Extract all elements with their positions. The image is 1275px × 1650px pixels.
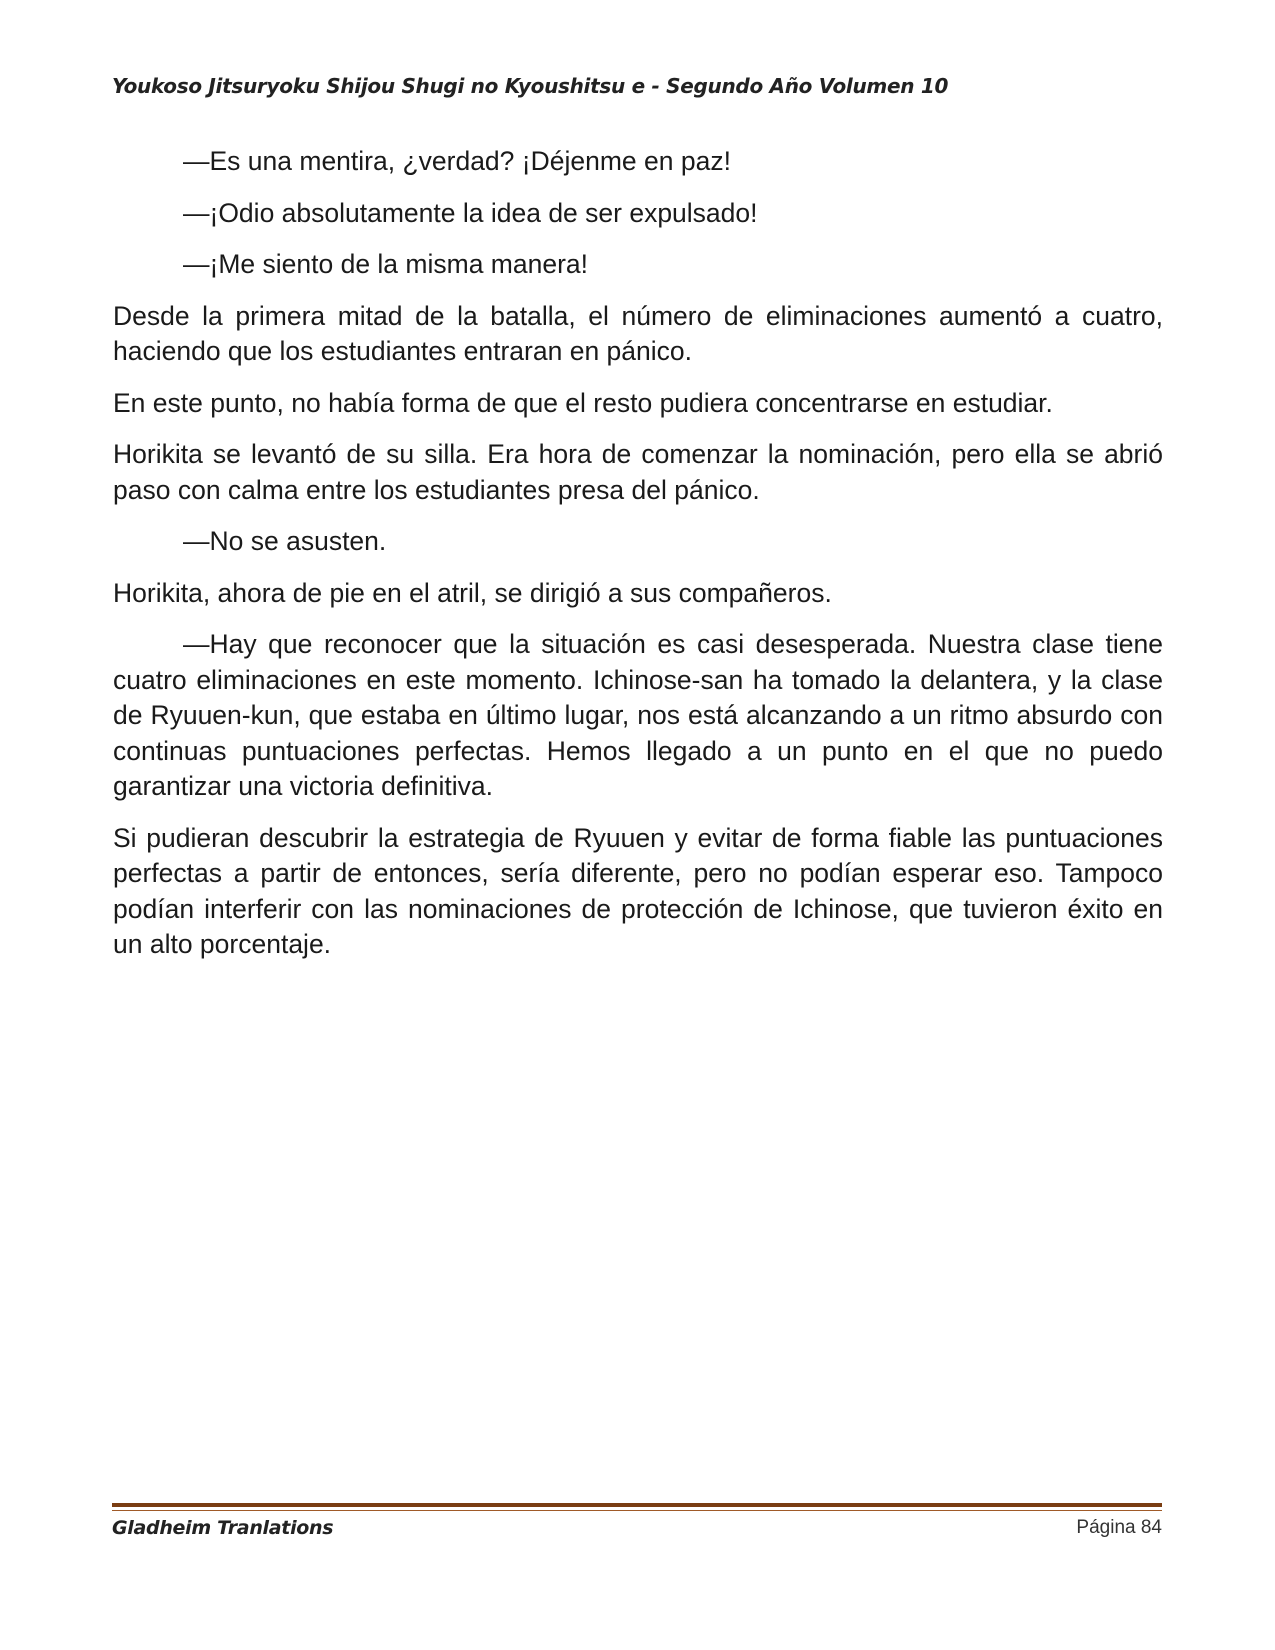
narration-paragraph: Desde la primera mitad de la batalla, el número de eliminaciones aumentó a cuatro, haciendo que los estudiantes entraran en pánico. — [113, 300, 1163, 366]
narration-paragraph: En este punto, no había forma de que el resto pudiera concentrarse en estudiar. — [113, 387, 1053, 418]
narration-paragraph: Horikita, ahora de pie en el atril, se dirigió a sus compañeros. — [113, 577, 832, 608]
dialogue-line: —¡Odio absolutamente la idea de ser expulsado! — [183, 197, 758, 228]
footer-credit: Gladheim Tranlations — [112, 1517, 334, 1539]
dialogue-line: —Es una mentira, ¿verdad? ¡Déjenme en paz! — [183, 146, 731, 176]
dialogue-line: —¡Me siento de la misma manera! — [183, 249, 589, 279]
page-number: Página 84 — [1076, 1517, 1162, 1538]
dialogue-line: —No se asusten. — [183, 526, 387, 556]
narration-paragraph: Horikita se levantó de su silla. Era hora de comenzar la nominación, pero ella se abrió paso con calma entre los estudiantes presa del pánico. — [113, 439, 1163, 505]
document-body — [113, 144, 1163, 979]
dialogue-paragraph: —Hay que reconocer que la situación es casi desesperada. Nuestra clase tiene cuatro eliminaciones en este momento. Ichinose-san ha tomado la delantera, y la clase de Ryuuen-kun, que estaba en último lugar, nos está alcanzando a un ritmo absurdo con continuas puntuaciones perfectas. Hemos llegado a un punto en el que no puedo garantizar una victoria definitiva. — [113, 629, 1163, 801]
page-header-title: Youkoso Jitsuryoku Shijou Shugi no Kyoushitsu e - Segundo Año Volumen 10 — [112, 74, 949, 98]
footer-rule — [112, 1503, 1162, 1507]
narration-paragraph: Si pudieran descubrir la estrategia de Ryuuen y evitar de forma fiable las puntuaciones perfectas a partir de entonces, sería diferente, pero no podían esperar eso. Tampoco podían interferir con las nominaciones de protección de Ichinose, que tuvieron éxito en un alto porcentaje. — [113, 822, 1163, 959]
footer-rule-thin — [112, 1510, 1162, 1511]
